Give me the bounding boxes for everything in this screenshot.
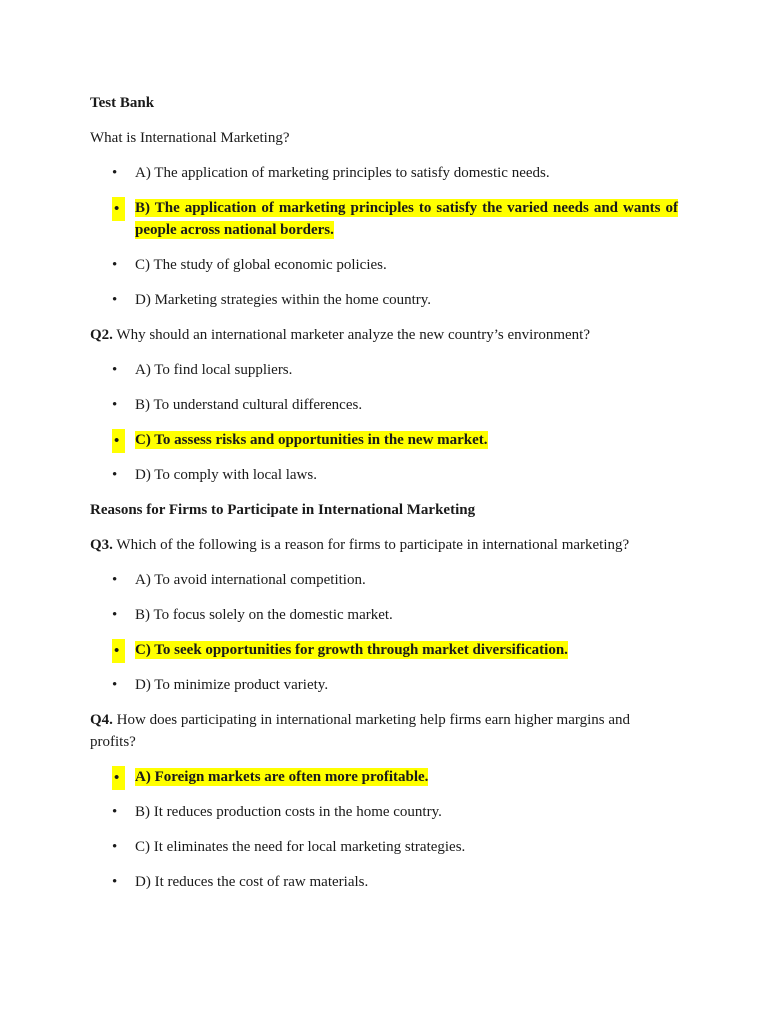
bullet-icon: •: [112, 257, 118, 273]
answer-option: [90, 801, 678, 823]
answer-option: [90, 394, 678, 416]
section-heading: Reasons for Firms to Participate in International Marketing: [90, 502, 476, 518]
bullet-icon: •: [112, 165, 118, 181]
answer-option-correct: [90, 639, 678, 661]
bullet-icon: •: [112, 766, 125, 790]
bullet-icon: •: [112, 804, 118, 820]
answer-option-text: D) It reduces the cost of raw materials.: [135, 874, 369, 890]
answer-option: [90, 604, 678, 626]
question-number: Q2.: [90, 327, 113, 343]
answer-option: [90, 162, 678, 184]
bullet-icon: •: [112, 874, 118, 890]
answer-option: [90, 289, 678, 311]
answer-option-text: B) It reduces production costs in the home country.: [135, 804, 442, 820]
answer-option-text: A) To find local suppliers.: [135, 362, 293, 378]
answer-options-list: [90, 162, 678, 311]
bullet-icon: •: [112, 839, 118, 855]
answer-option-text: A) Foreign markets are often more profitable.: [135, 769, 429, 785]
bullet-icon: •: [112, 572, 118, 588]
bullet-icon: •: [112, 607, 118, 623]
answer-option: [90, 871, 678, 893]
question-text: Why should an international marketer analyze the new country’s environment?: [116, 327, 590, 343]
question-number: Q3.: [90, 537, 113, 553]
answer-option-text: A) To avoid international competition.: [135, 572, 366, 588]
bullet-icon: •: [112, 292, 118, 308]
answer-option-text: D) Marketing strategies within the home country.: [135, 292, 432, 308]
bullet-icon: •: [112, 197, 125, 221]
question-text: Which of the following is a reason for firms to participate in international marketing?: [116, 537, 630, 553]
answer-option-text: C) It eliminates the need for local marketing strategies.: [135, 839, 466, 855]
question-text: How does participating in international marketing help firms earn higher margins and profits?: [90, 712, 631, 750]
answer-option-correct: [90, 429, 678, 451]
answer-option-text: D) To minimize product variety.: [135, 677, 329, 693]
bullet-icon: •: [112, 467, 118, 483]
bullet-icon: •: [112, 429, 125, 453]
answer-option: [90, 836, 678, 858]
document-content: [90, 127, 678, 893]
bullet-icon: •: [112, 397, 118, 413]
answer-option: [90, 569, 678, 591]
answer-options-list: [90, 766, 678, 893]
answer-options-list: [90, 569, 678, 696]
document-page: [90, 92, 678, 906]
question-number: Q4.: [90, 712, 113, 728]
answer-option-text: C) The study of global economic policies.: [135, 257, 387, 273]
question-prompt: [90, 127, 678, 149]
answer-option: [90, 674, 678, 696]
answer-option-text: B) The application of marketing principles to satisfy the varied needs and wants of people across national borders.: [135, 200, 678, 238]
answer-option-text: B) To focus solely on the domestic market.: [135, 607, 393, 623]
question-prompt: [90, 324, 678, 346]
answer-option-text: A) The application of marketing principles to satisfy domestic needs.: [135, 165, 550, 181]
answer-option-text: D) To comply with local laws.: [135, 467, 317, 483]
question-prompt: [90, 534, 678, 556]
answer-option-correct: [90, 197, 678, 241]
question-prompt: [90, 709, 678, 753]
answer-option-correct: [90, 766, 678, 788]
bullet-icon: •: [112, 639, 125, 663]
answer-option-text: B) To understand cultural differences.: [135, 397, 363, 413]
answer-options-list: [90, 359, 678, 486]
answer-option-text: C) To assess risks and opportunities in the new market.: [135, 432, 488, 448]
answer-option-text: C) To seek opportunities for growth through market diversification.: [135, 642, 568, 658]
bullet-icon: •: [112, 362, 118, 378]
bullet-icon: •: [112, 677, 118, 693]
question-text: What is International Marketing?: [90, 130, 290, 146]
answer-option: [90, 464, 678, 486]
answer-option: [90, 359, 678, 381]
answer-option: [90, 254, 678, 276]
document-title: Test Bank: [90, 95, 155, 111]
